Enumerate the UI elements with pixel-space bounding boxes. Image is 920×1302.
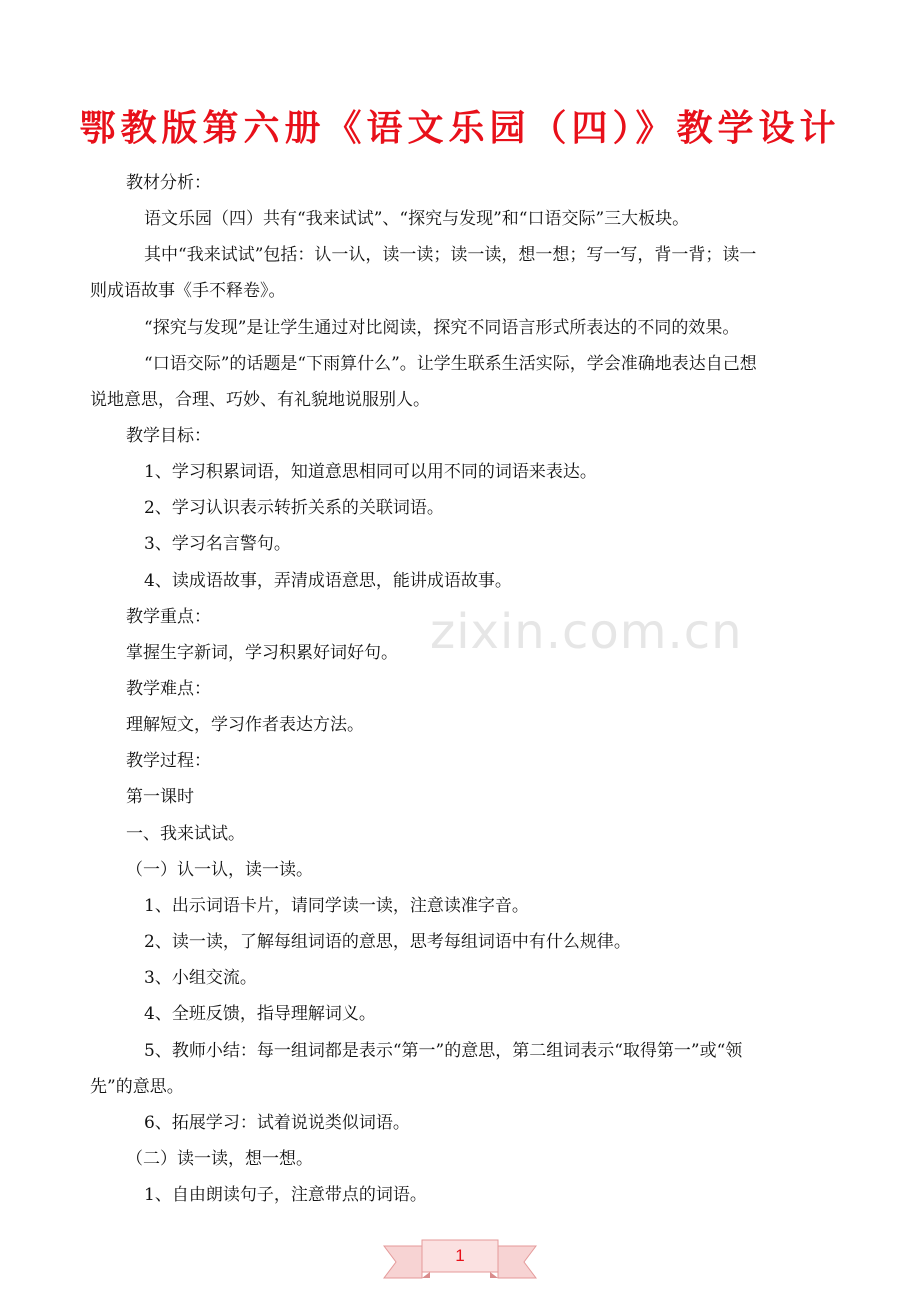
list-item: 4、读成语故事，弄清成语意思，能讲成语故事。 (144, 571, 512, 591)
paragraph-line: 先”的意思。 (90, 1077, 184, 1097)
list-item: 5、教师小结：每一组词都是表示“第一”的意思，第二组词表示“取得第一”或“领 (144, 1041, 743, 1061)
section-heading: 教学过程： (126, 751, 211, 771)
list-item: 6、拓展学习：试着说说类似词语。 (144, 1113, 410, 1133)
section-heading: 教学难点： (126, 679, 211, 699)
list-item: 2、读一读，了解每组词语的意思，思考每组词语中有什么规律。 (144, 932, 631, 952)
paragraph-line: 说地意思，合理、巧妙、有礼貌地说服别人。 (90, 390, 430, 410)
subsection-heading: （一）认一认，读一读。 (126, 860, 313, 880)
subsection-heading: （二）读一读，想一想。 (126, 1149, 313, 1169)
watermark: zixin.com.cn (430, 604, 743, 660)
document-title: 鄂教版第六册《语文乐园（四）》教学设计 (79, 108, 841, 149)
list-item: 3、学习名言警句。 (144, 534, 291, 554)
list-item: 2、学习认识表示转折关系的关联词语。 (144, 498, 444, 518)
paragraph-line: “探究与发现”是让学生通过对比阅读，探究不同语言形式所表达的不同的效果。 (144, 318, 740, 338)
list-item: 4、全班反馈，指导理解词义。 (144, 1004, 376, 1024)
section-heading: 一、我来试试。 (126, 824, 245, 844)
paragraph-line: 则成语故事《手不释卷》。 (90, 281, 286, 301)
list-item: 3、小组交流。 (144, 968, 257, 988)
paragraph-line: 语文乐园（四）共有“我来试试”、“探究与发现”和“口语交际”三大板块。 (144, 209, 690, 229)
paragraph-line: “口语交际”的话题是“下雨算什么”。让学生联系生活实际，学会准确地表达自己想 (144, 354, 757, 374)
page-number: 1 (455, 1246, 465, 1265)
page-number-badge (382, 1236, 538, 1284)
list-item: 1、学习积累词语，知道意思相同可以用不同的词语来表达。 (144, 462, 597, 482)
paragraph-line: 理解短文，学习作者表达方法。 (126, 715, 364, 735)
section-heading: 教材分析： (126, 173, 211, 193)
list-item: 1、自由朗读句子，注意带点的词语。 (144, 1185, 427, 1205)
section-heading: 第一课时 (126, 787, 194, 807)
list-item: 1、出示词语卡片，请同学读一读，注意读准字音。 (144, 896, 529, 916)
section-heading: 教学目标： (126, 426, 211, 446)
paragraph-line: 其中“我来试试”包括：认一认，读一读；读一读，想一想；写一写，背一背；读一 (144, 245, 757, 265)
section-heading: 教学重点： (126, 607, 211, 627)
paragraph-line: 掌握生字新词，学习积累好词好句。 (126, 643, 398, 663)
